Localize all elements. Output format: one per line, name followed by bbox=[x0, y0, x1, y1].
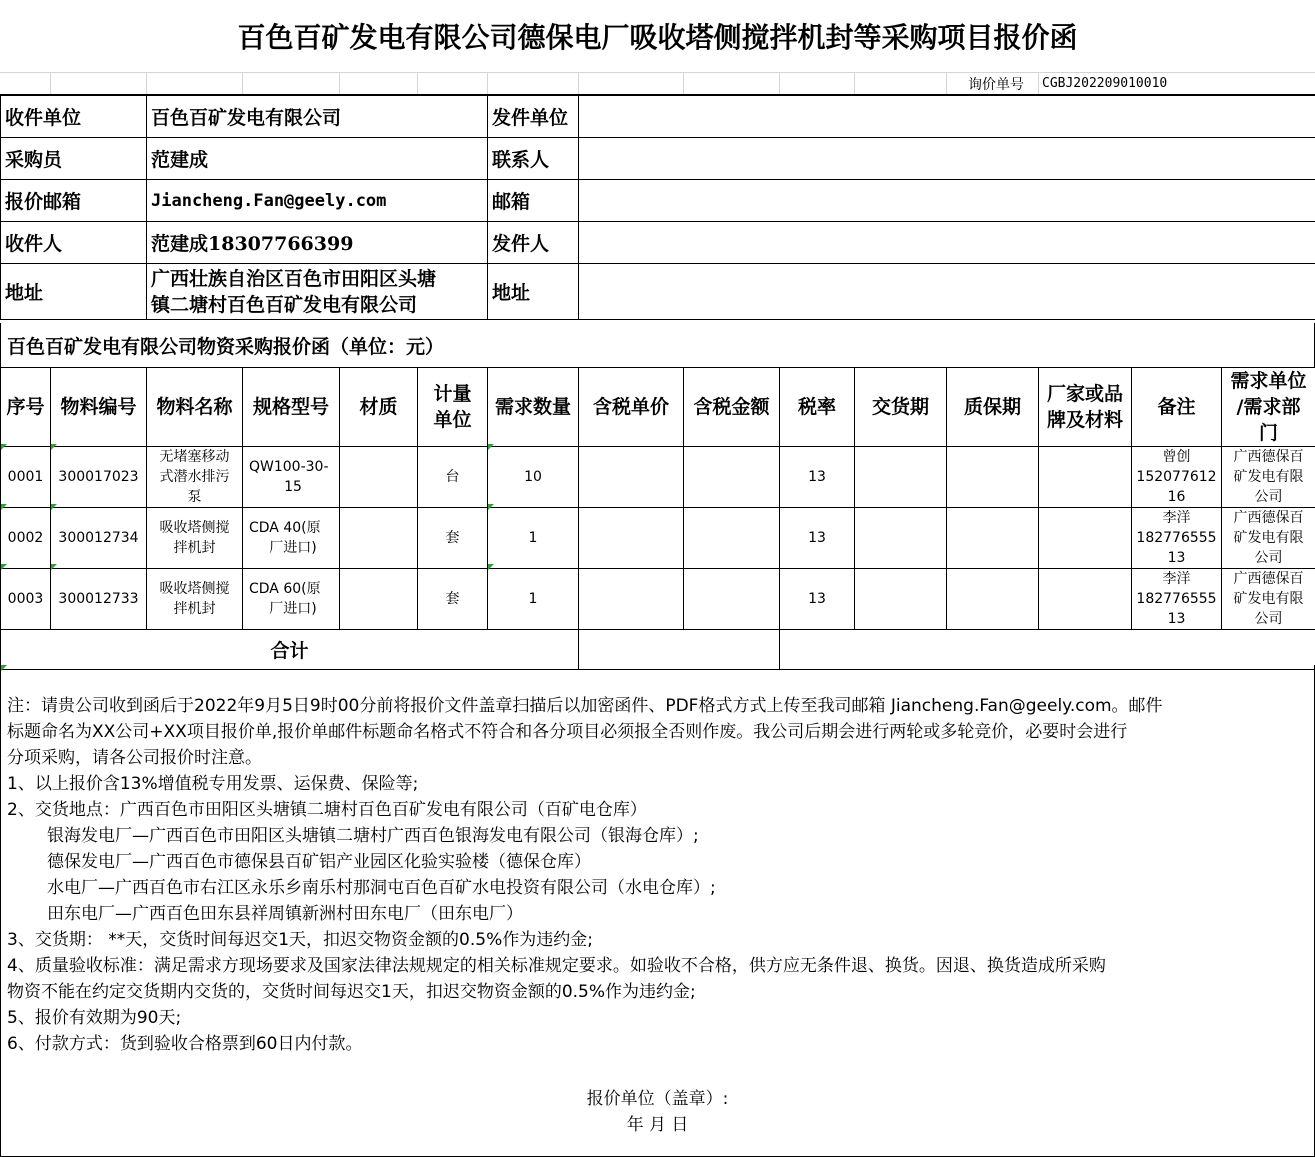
row-remark: 李洋 182776555 13 bbox=[1132, 569, 1222, 630]
header-remark: 备注 bbox=[1132, 368, 1222, 447]
cell-marker-icon bbox=[51, 504, 57, 510]
recv-unit-value: 百色百矿发电有限公司 bbox=[147, 96, 488, 138]
address-value: 广西壮族自治区百色市田阳区头塘 镇二塘村百色百矿发电有限公司 bbox=[147, 264, 488, 320]
row-remark: 曾创 152077612 16 bbox=[1132, 447, 1222, 508]
note-item-2: 2、交货地点：广西百色市田阳区头塘镇二塘村百色百矿发电有限公司（百矿电仓库） bbox=[7, 800, 647, 820]
note-item-4: 4、质量验收标准：满足需求方现场要求及国家法律法规规定的相关标准规定要求。如验收不合格，供方应无条件退、换货。因退、换货造成所采购 bbox=[7, 956, 1106, 976]
row-material[interactable] bbox=[340, 569, 418, 630]
row-qty: 10 bbox=[488, 447, 579, 508]
row-unit-price[interactable] bbox=[579, 447, 684, 508]
row-material[interactable] bbox=[340, 508, 418, 569]
contact-label: 联系人 bbox=[488, 138, 579, 180]
sender-address-value[interactable] bbox=[579, 264, 1315, 320]
header-code: 物料编号 bbox=[51, 368, 147, 447]
note-item-2d: 田东电厂—广西百色田东县祥周镇新洲村田东电厂（田东电厂） bbox=[47, 904, 523, 924]
cell-marker-icon bbox=[1, 504, 7, 510]
note-item-2b: 德保发电厂—广西百色市德保县百矿铝产业园区化验实验楼（德保仓库） bbox=[47, 852, 591, 872]
email-label: 邮箱 bbox=[488, 180, 579, 222]
sender-value[interactable] bbox=[579, 222, 1315, 264]
cell-marker-icon bbox=[488, 564, 494, 570]
row-delivery[interactable] bbox=[855, 508, 947, 569]
cell-marker-icon bbox=[488, 504, 494, 510]
quote-email-value: Jiancheng.Fan@geely.com bbox=[147, 180, 488, 222]
row-warranty[interactable] bbox=[947, 508, 1039, 569]
row-spec: CDA 60(原 厂进口) bbox=[243, 569, 340, 630]
header-material: 材质 bbox=[340, 368, 418, 447]
row-tax: 13 bbox=[780, 447, 855, 508]
recipient-label: 收件人 bbox=[1, 222, 147, 264]
sender-address-label: 地址 bbox=[488, 264, 579, 320]
table-row bbox=[1, 569, 1315, 630]
buyer-label: 采购员 bbox=[1, 138, 147, 180]
row-tax: 13 bbox=[780, 508, 855, 569]
row-spec: QW100-30- 15 bbox=[243, 447, 340, 508]
row-code: 300017023 bbox=[51, 447, 147, 508]
cell-marker-icon bbox=[1, 564, 7, 570]
note-intro-line: 标题命名为XX公司+XX项目报价单,报价单邮件标题命名格式不符合和各分项目必须报全否则作废。我公司后期会进行两轮或多轮竞价，必要时会进行 bbox=[7, 722, 1128, 742]
row-amount[interactable] bbox=[684, 569, 780, 630]
row-unit: 套 bbox=[418, 569, 488, 630]
header-name: 物料名称 bbox=[147, 368, 243, 447]
header-warranty: 质保期 bbox=[947, 368, 1039, 447]
inquiry-number-label: 询价单号 bbox=[968, 77, 1024, 93]
row-warranty[interactable] bbox=[947, 569, 1039, 630]
total-amount[interactable] bbox=[579, 630, 780, 670]
row-unit-price[interactable] bbox=[579, 569, 684, 630]
header-amount: 含税金额 bbox=[684, 368, 780, 447]
row-unit: 台 bbox=[418, 447, 488, 508]
inquiry-number: CGBJ202209010010 bbox=[1042, 76, 1168, 91]
total-rest bbox=[780, 630, 1315, 670]
note-item-1: 1、以上报价含13%增值税专用发票、运保费、保险等; bbox=[7, 774, 419, 794]
cell-marker-icon bbox=[51, 564, 57, 570]
row-tax: 13 bbox=[780, 569, 855, 630]
note-item-4-cont: 物资不能在约定交货期内交货的，交货时间每迟交1天，扣迟交物资金额的0.5%作为违约金; bbox=[7, 982, 696, 1002]
row-amount[interactable] bbox=[684, 447, 780, 508]
sign-date: 年 月 日 bbox=[626, 1115, 689, 1135]
table-row bbox=[1, 447, 1315, 508]
note-item-5: 5、报价有效期为90天; bbox=[7, 1008, 182, 1028]
row-seq: 0002 bbox=[1, 508, 51, 569]
header-seq: 序号 bbox=[1, 368, 51, 447]
row-brand[interactable] bbox=[1039, 569, 1132, 630]
row-unit-price[interactable] bbox=[579, 508, 684, 569]
contact-value[interactable] bbox=[579, 138, 1315, 180]
sender-label: 发件人 bbox=[488, 222, 579, 264]
row-seq: 0003 bbox=[1, 569, 51, 630]
recv-unit-label: 收件单位 bbox=[1, 96, 147, 138]
row-code: 300012733 bbox=[51, 569, 147, 630]
quote-email-label: 报价邮箱 bbox=[1, 180, 147, 222]
row-dept: 广西德保百 矿发电有限 公司 bbox=[1222, 508, 1315, 569]
header-dept: 需求单位 /需求部 门 bbox=[1222, 368, 1315, 447]
note-item-3: 3、交货期： **天，交货时间每迟交1天，扣迟交物资金额的0.5%作为违约金; bbox=[7, 930, 593, 950]
header-unit-price: 含税单价 bbox=[579, 368, 684, 447]
note-item-6: 6、付款方式：货到验收合格票到60日内付款。 bbox=[7, 1034, 363, 1054]
cell-marker-icon bbox=[1, 444, 7, 450]
send-unit-value[interactable] bbox=[579, 96, 1315, 138]
row-seq: 0001 bbox=[1, 447, 51, 508]
note-item-2a: 银海发电厂—广西百色市田阳区头塘镇二塘村广西百色银海发电有限公司（银海仓库）; bbox=[47, 826, 699, 846]
note-item-2c: 水电厂—广西百色市右江区永乐乡南乐村那洞屯百色百矿水电投资有限公司（水电仓库）; bbox=[47, 878, 716, 898]
buyer-value: 范建成 bbox=[147, 138, 488, 180]
row-qty: 1 bbox=[488, 569, 579, 630]
note-intro-line: 注：请贵公司收到函后于2022年9月5日9时00分前将报价文件盖章扫描后以加密函件、PDF格式方式上传至我司邮箱 Jiancheng.Fan@geely.com。邮件 bbox=[7, 696, 1163, 716]
row-name: 吸收塔侧搅 拌机封 bbox=[147, 508, 243, 569]
row-dept: 广西德保百 矿发电有限 公司 bbox=[1222, 447, 1315, 508]
row-dept: 广西德保百 矿发电有限 公司 bbox=[1222, 569, 1315, 630]
row-brand[interactable] bbox=[1039, 508, 1132, 569]
row-material[interactable] bbox=[340, 447, 418, 508]
contact-info-table bbox=[0, 95, 1315, 320]
row-spec: CDA 40(原 厂进口) bbox=[243, 508, 340, 569]
row-name: 无堵塞移动 式潜水排污 泵 bbox=[147, 447, 243, 508]
recipient-value: 范建成18307766399 bbox=[147, 222, 488, 264]
header-brand: 厂家或品 牌及材料 bbox=[1039, 368, 1132, 447]
header-spec: 规格型号 bbox=[243, 368, 340, 447]
quote-unit-seal: 报价单位（盖章）: bbox=[586, 1089, 729, 1109]
email-value[interactable] bbox=[579, 180, 1315, 222]
row-unit: 套 bbox=[418, 508, 488, 569]
row-name: 吸收塔侧搅 拌机封 bbox=[147, 569, 243, 630]
items-table bbox=[0, 367, 1315, 670]
table-header-row bbox=[1, 368, 1315, 447]
send-unit-label: 发件单位 bbox=[488, 96, 579, 138]
total-label: 合计 bbox=[1, 630, 579, 670]
row-delivery[interactable] bbox=[855, 447, 947, 508]
table-banner: 百色百矿发电有限公司物资采购报价函（单位：元） bbox=[0, 323, 1315, 367]
row-code: 300012734 bbox=[51, 508, 147, 569]
header-qty: 需求数量 bbox=[488, 368, 579, 447]
row-warranty[interactable] bbox=[947, 447, 1039, 508]
table-row bbox=[1, 508, 1315, 569]
total-row bbox=[1, 630, 1315, 670]
row-delivery[interactable] bbox=[855, 569, 947, 630]
page-title: 百色百矿发电有限公司德保电厂吸收塔侧搅拌机封等采购项目报价函 bbox=[0, 0, 1315, 73]
row-brand[interactable] bbox=[1039, 447, 1132, 508]
row-remark: 李洋 182776555 13 bbox=[1132, 508, 1222, 569]
header-unit: 计量 单位 bbox=[418, 368, 488, 447]
header-tax: 税率 bbox=[780, 368, 855, 447]
row-amount[interactable] bbox=[684, 508, 780, 569]
cell-marker-icon bbox=[488, 444, 494, 450]
cell-marker-icon bbox=[51, 444, 57, 450]
header-delivery: 交货期 bbox=[855, 368, 947, 447]
note-intro-line: 分项采购，请各公司报价时注意。 bbox=[7, 748, 262, 768]
address-label: 地址 bbox=[1, 264, 147, 320]
row-qty: 1 bbox=[488, 508, 579, 569]
